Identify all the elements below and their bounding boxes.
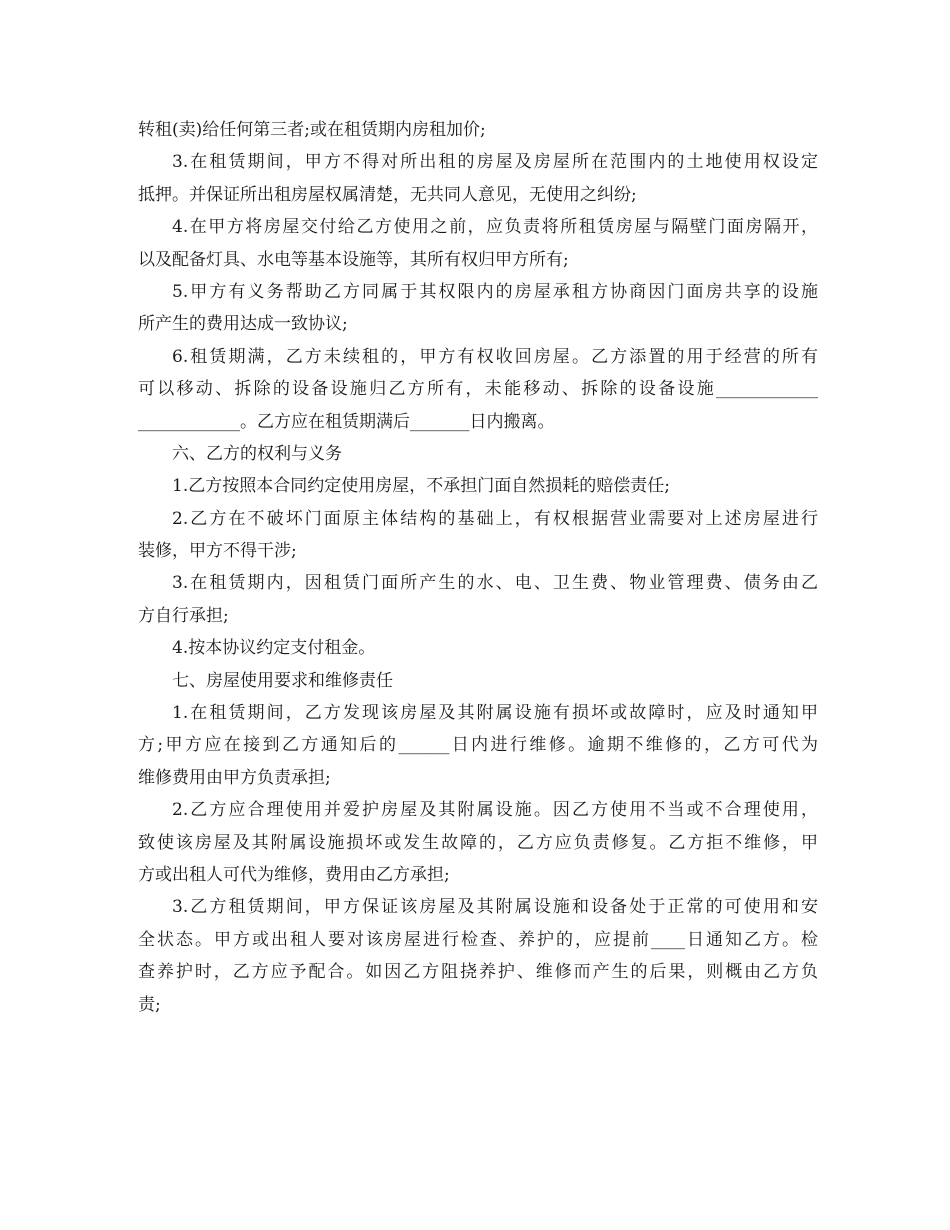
text-line: 1.在租赁期间，乙方发现该房屋及其附属设施有损坏或故障时，应及时通知甲 bbox=[172, 703, 818, 724]
text-line: 抵押。并保证所出租房屋权属清楚，无共同人意见，无使用之纠纷; bbox=[138, 184, 637, 205]
text-line: 1.乙方按照本合同约定使用房屋，不承担门面自然损耗的赔偿责任; bbox=[172, 476, 670, 497]
text-line: 4.按本协议约定支付租金。 bbox=[172, 638, 376, 659]
text-line: 七、房屋使用要求和维修责任 bbox=[172, 670, 393, 691]
text-line: 转租(卖)给任何第三者;或在租赁期内房租加价; bbox=[138, 120, 486, 140]
text-line: 查养护时，乙方应予配合。如因乙方阻挠养护、维修而产生的后果，则概由乙方负 bbox=[138, 962, 818, 983]
text-line: 六、乙方的权利与义务 bbox=[172, 443, 342, 464]
text-line: 以及配备灯具、水电等基本设施等，其所有权归甲方所有; bbox=[138, 249, 569, 270]
text-line: 方;甲方应在接到乙方通知后的______日内进行维修。逾期不维修的，乙方可代为 bbox=[138, 735, 818, 756]
text-line: ____________。乙方应在租赁期满后_______日内搬离。 bbox=[138, 411, 555, 432]
text-line: 责; bbox=[138, 994, 161, 1015]
text-line: 2.乙方应合理使用并爱护房屋及其附属设施。因乙方使用不当或不合理使用， bbox=[172, 800, 818, 821]
text-line: 6.租赁期满，乙方未续租的，甲方有权收回房屋。乙方添置的用于经营的所有 bbox=[172, 346, 818, 367]
text-line: 3.在租赁期间，甲方不得对所出租的房屋及房屋所在范围内的土地使用权设定 bbox=[172, 152, 818, 173]
text-line: 致使该房屋及其附属设施损坏或发生故障的，乙方应负责修复。乙方拒不维修，甲 bbox=[138, 832, 818, 853]
document-body bbox=[138, 114, 818, 1021]
text-line: 装修，甲方不得干涉; bbox=[138, 541, 297, 562]
text-line: 4.在甲方将房屋交付给乙方使用之前，应负责将所租赁房屋与隔壁门面房隔开， bbox=[172, 217, 818, 238]
text-line: 方或出租人可代为维修，费用由乙方承担; bbox=[138, 864, 450, 885]
text-line: 5.甲方有义务帮助乙方同属于其权限内的房屋承租方协商因门面房共享的设施 bbox=[172, 281, 818, 302]
text-line: 可以移动、拆除的设备设施归乙方所有，未能移动、拆除的设备设施____________ bbox=[138, 379, 818, 400]
text-line: 方自行承担; bbox=[138, 605, 229, 626]
text-line: 维修费用由甲方负责承担; bbox=[138, 767, 331, 788]
text-line: 2.乙方在不破坏门面原主体结构的基础上，有权根据营业需要对上述房屋进行 bbox=[172, 508, 818, 529]
text-line: 所产生的费用达成一致协议; bbox=[138, 314, 348, 335]
text-line: 3.乙方租赁期间，甲方保证该房屋及其附属设施和设备处于正常的可使用和安 bbox=[172, 897, 818, 918]
text-line: 全状态。甲方或出租人要对该房屋进行检查、养护的，应提前____日通知乙方。检 bbox=[138, 929, 818, 950]
text-line: 3.在租赁期内，因租赁门面所产生的水、电、卫生费、物业管理费、债务由乙 bbox=[172, 573, 818, 594]
